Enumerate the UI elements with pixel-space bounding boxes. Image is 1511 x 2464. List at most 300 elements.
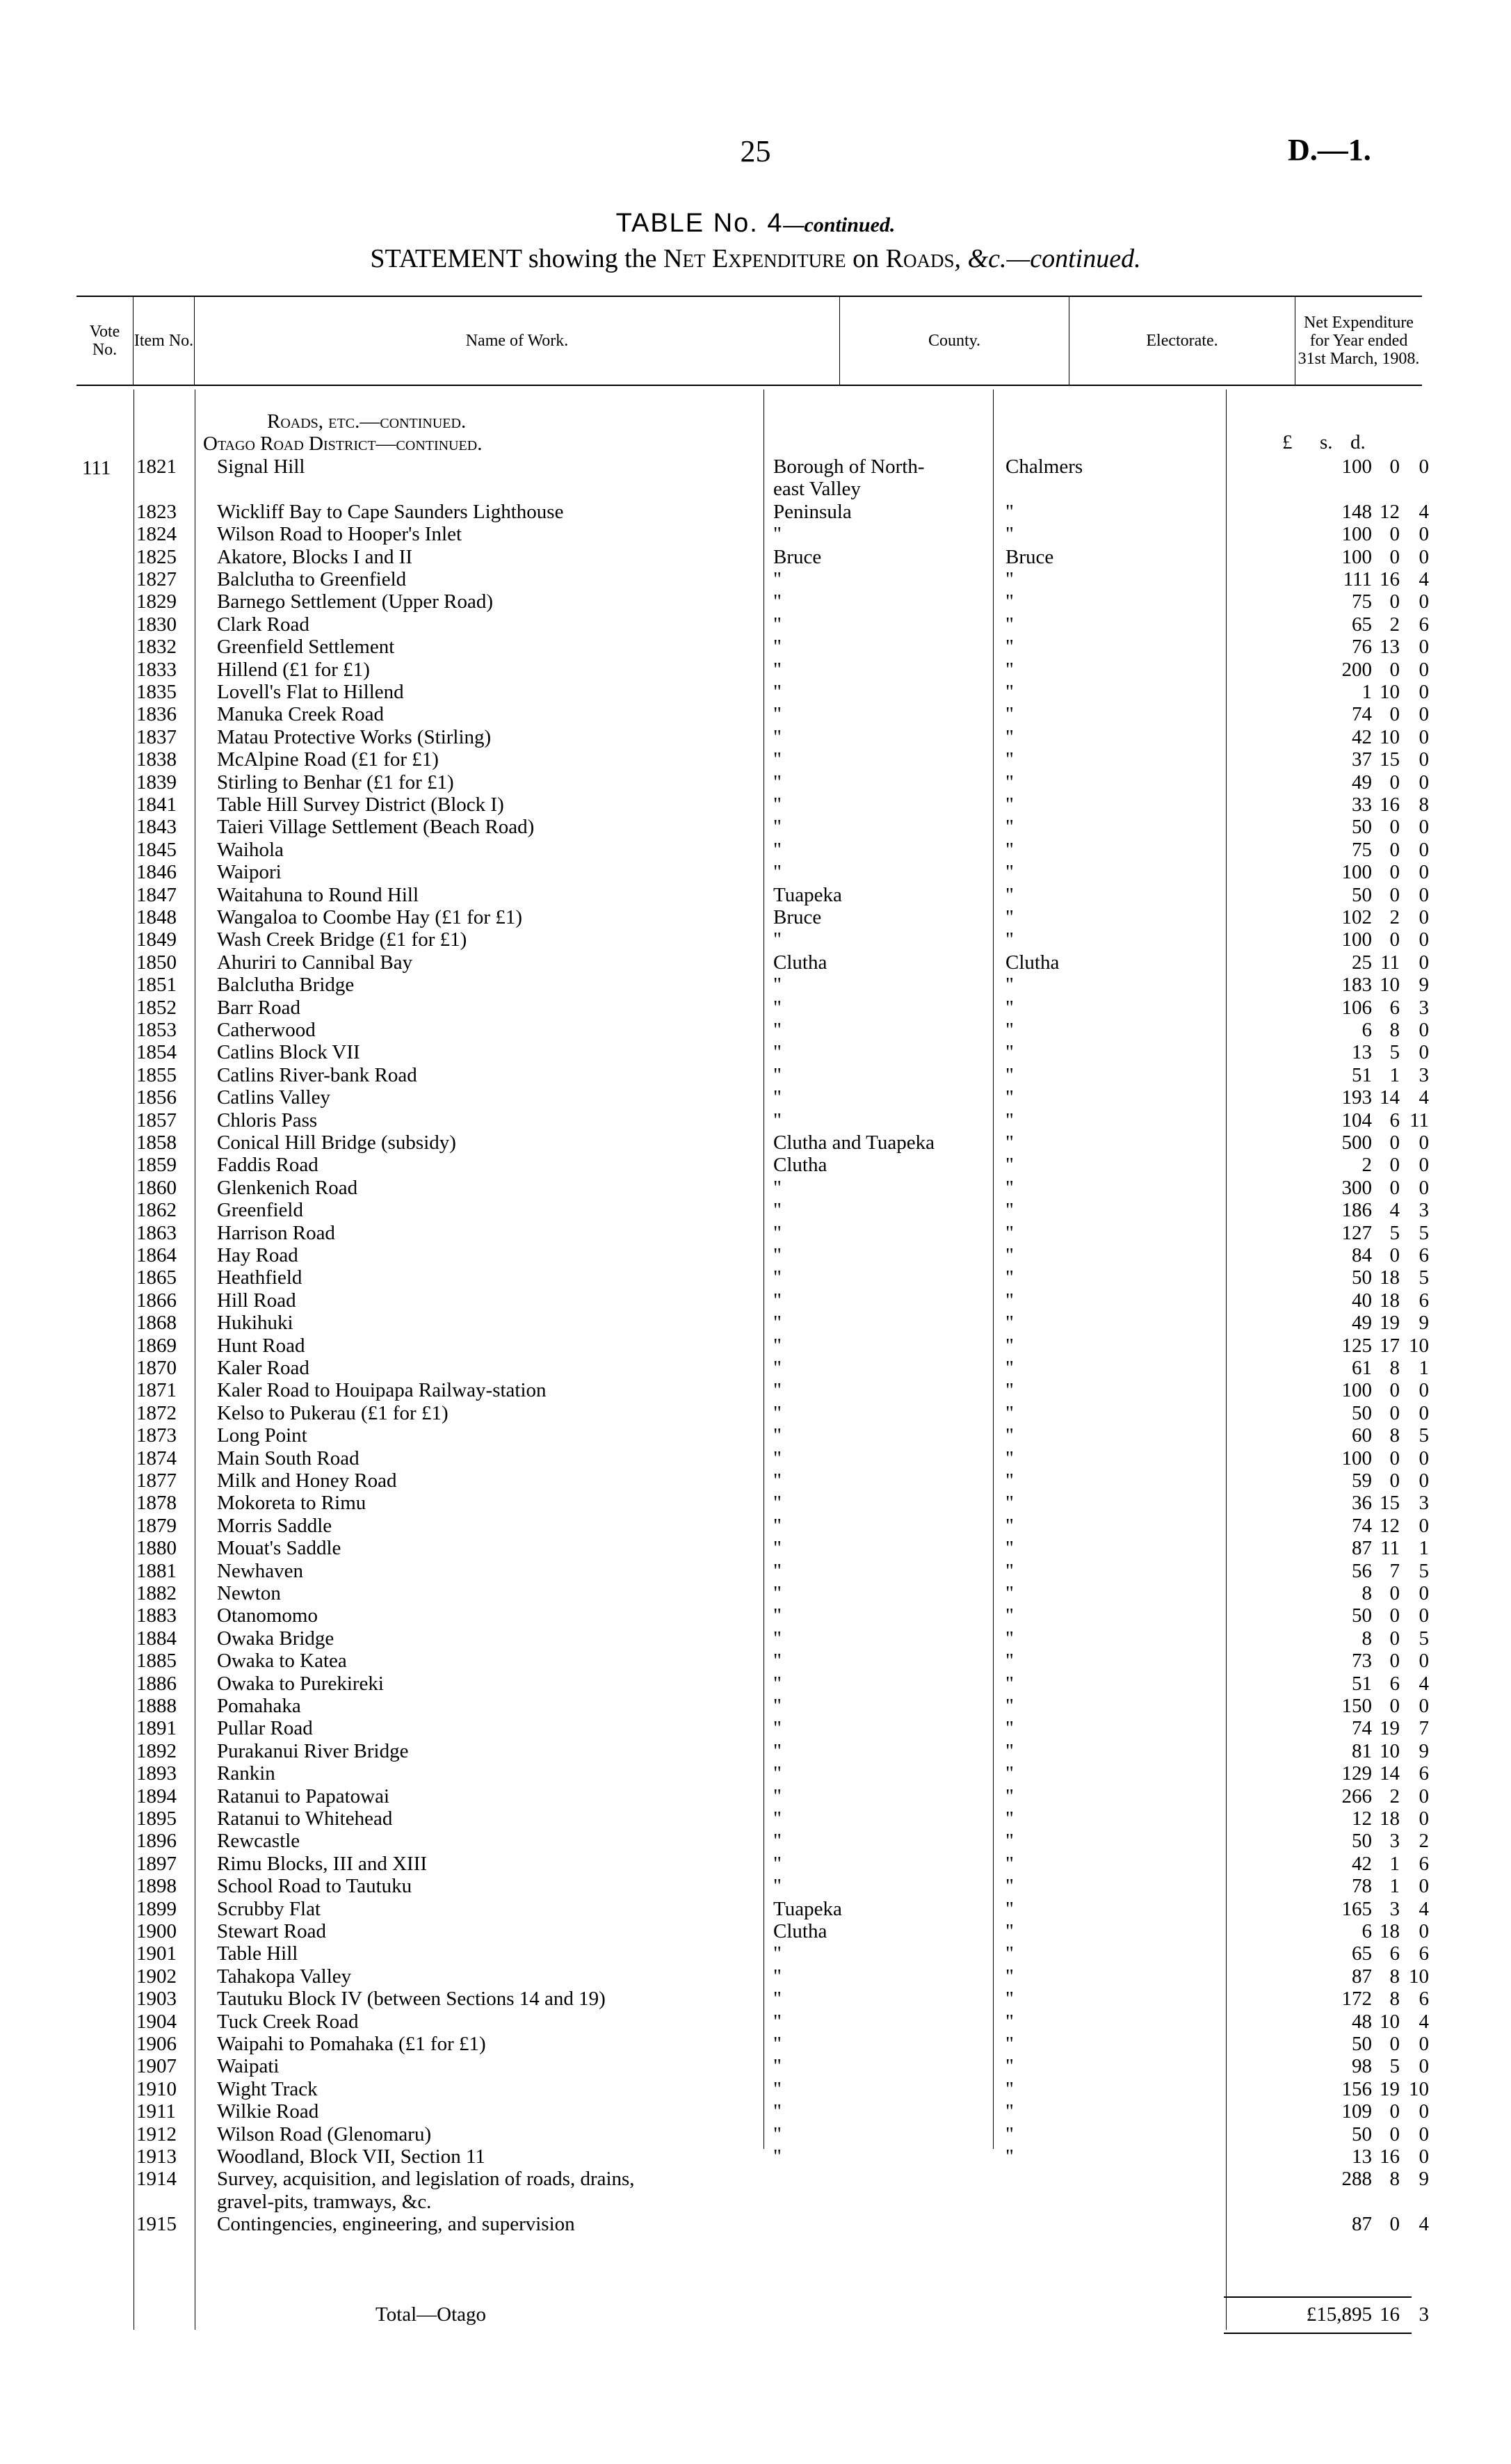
item-number: 1830 — [136, 613, 177, 636]
header-county: County. — [840, 297, 1069, 385]
amount-shillings: 16 — [1380, 794, 1400, 816]
amount-pence: 0 — [1419, 2033, 1429, 2055]
amount-shillings: 0 — [1389, 771, 1400, 794]
table-row — [0, 1266, 1511, 1289]
county: " — [773, 1762, 782, 1785]
amount-pence: 0 — [1419, 1695, 1429, 1717]
work-name: Conical Hill Bridge (subsidy) — [217, 1132, 456, 1154]
table-row — [0, 523, 1511, 545]
electorate: " — [1005, 2055, 1014, 2078]
electorate: " — [1005, 974, 1014, 997]
amount-shillings: 1 — [1389, 1875, 1400, 1898]
table-row — [0, 568, 1511, 590]
item-number: 1901 — [136, 1942, 177, 1965]
amount-pounds: 60 — [1352, 1424, 1372, 1447]
work-name: Catherwood — [217, 1019, 316, 1041]
item-number: 1854 — [136, 1041, 177, 1064]
table-row — [0, 1830, 1511, 1852]
amount-shillings: 0 — [1389, 2123, 1400, 2145]
amount-pounds: 75 — [1352, 838, 1372, 861]
amount-pence: 0 — [1419, 861, 1429, 884]
county: " — [773, 590, 782, 613]
amount-shillings: 16 — [1380, 568, 1400, 590]
amount-pence: 0 — [1419, 523, 1429, 546]
amount-pence: 4 — [1419, 1086, 1429, 1109]
amount-pence: 0 — [1419, 1132, 1429, 1154]
amount-shillings: 14 — [1380, 1762, 1400, 1785]
county: " — [773, 568, 782, 590]
header-name-of-work: Name of Work. — [195, 297, 840, 385]
amount-pence: 7 — [1419, 1717, 1429, 1740]
amount-shillings: 0 — [1389, 1604, 1400, 1627]
amount-pence: 1 — [1419, 1357, 1429, 1379]
table-row — [0, 884, 1511, 906]
item-number: 1823 — [136, 500, 177, 523]
header-net-expenditure: Net Expenditure for Year ended 31st March, 1908. — [1298, 314, 1420, 368]
amount-pounds: 165 — [1341, 1897, 1372, 1920]
amount-shillings: 0 — [1389, 456, 1400, 478]
work-name: gravel-pits, tramways, &c. — [217, 2190, 432, 2213]
total-rule — [1224, 2296, 1412, 2298]
work-name: Rankin — [217, 1762, 275, 1785]
amount-pounds: 74 — [1352, 1717, 1372, 1740]
work-name: Owaka to Purekireki — [217, 1672, 384, 1695]
amount-pence: 4 — [1419, 2213, 1429, 2236]
work-name: Newton — [217, 1582, 281, 1604]
amount-pounds: 50 — [1352, 1266, 1372, 1289]
item-number: 1873 — [136, 1424, 177, 1447]
electorate: " — [1005, 1762, 1014, 1785]
work-name: Hay Road — [217, 1244, 298, 1266]
amount-shillings: 15 — [1380, 748, 1400, 771]
county: " — [773, 1807, 782, 1830]
table-row — [0, 1627, 1511, 1650]
table-row — [0, 1177, 1511, 1199]
amount-shillings: 0 — [1389, 1627, 1400, 1650]
work-name: Signal Hill — [217, 456, 305, 478]
amount-pounds: 102 — [1341, 906, 1372, 928]
table-row — [0, 2100, 1511, 2123]
header-electorate: Electorate. — [1069, 297, 1295, 385]
table-row — [0, 1920, 1511, 1942]
table-row — [0, 906, 1511, 928]
electorate: " — [1005, 1965, 1014, 1988]
statement-net-expenditure: Net Expenditure — [663, 244, 846, 273]
work-name: Stirling to Benhar (£1 for £1) — [217, 771, 454, 794]
work-name: Akatore, Blocks I and II — [217, 545, 413, 568]
electorate: " — [1005, 1942, 1014, 1965]
work-name: Kaler Road to Houipapa Railway-station — [217, 1379, 547, 1402]
electorate: " — [1005, 996, 1014, 1019]
item-number: 1896 — [136, 1830, 177, 1853]
county: " — [773, 816, 782, 839]
total-pounds: £15,895 — [1306, 2303, 1372, 2326]
amount-pounds: 49 — [1352, 1312, 1372, 1335]
amount-pence: 0 — [1419, 883, 1429, 906]
item-number: 1848 — [136, 906, 177, 928]
county: Tuapeka — [773, 1897, 842, 1920]
amount-pounds: 51 — [1352, 1672, 1372, 1695]
work-name: Pullar Road — [217, 1717, 313, 1740]
item-number: 1841 — [136, 794, 177, 816]
section-heading-district — [203, 433, 482, 456]
item-number: 1833 — [136, 658, 177, 681]
amount-pounds: 98 — [1352, 2055, 1372, 2078]
item-number: 1859 — [136, 1154, 177, 1177]
item-number: 1821 — [136, 456, 177, 478]
work-name: Waipahi to Pomahaka (£1 for £1) — [217, 2033, 486, 2055]
county: " — [773, 974, 782, 997]
amount-pounds: 25 — [1352, 951, 1372, 974]
electorate: " — [1005, 1334, 1014, 1357]
electorate: " — [1005, 1807, 1014, 1830]
amount-pounds: 50 — [1352, 816, 1372, 839]
county: " — [773, 1379, 782, 1402]
item-number: 1886 — [136, 1672, 177, 1695]
table-row — [0, 1988, 1511, 2010]
electorate: " — [1005, 1109, 1014, 1132]
table-row — [0, 1132, 1511, 1154]
amount-pence: 0 — [1419, 1447, 1429, 1469]
table-row — [0, 1335, 1511, 1357]
amount-shillings: 18 — [1380, 1807, 1400, 1830]
item-number: 1866 — [136, 1289, 177, 1312]
table-row — [0, 1898, 1511, 1920]
table-row — [0, 1424, 1511, 1447]
amount-shillings: 1 — [1389, 1852, 1400, 1875]
item-number: 1904 — [136, 2010, 177, 2033]
electorate: " — [1005, 1650, 1014, 1673]
total-double-rule — [1224, 2333, 1412, 2334]
statement-on: on — [846, 244, 886, 273]
work-name: Wickliff Bay to Cape Saunders Lighthouse — [217, 500, 564, 523]
work-name: Clark Road — [217, 613, 309, 636]
table-row — [0, 2123, 1511, 2145]
amount-pence: 10 — [1409, 2077, 1429, 2100]
county: " — [773, 2077, 782, 2100]
amount-pence: 5 — [1419, 1559, 1429, 1582]
electorate: " — [1005, 1672, 1014, 1695]
amount-pounds: 78 — [1352, 1875, 1372, 1898]
amount-pounds: 13 — [1352, 2145, 1372, 2168]
amount-pounds: 100 — [1341, 928, 1372, 951]
county: " — [773, 838, 782, 861]
item-number: 1872 — [136, 1401, 177, 1424]
work-name: Wight Track — [217, 2077, 318, 2100]
statement-tail: , &c.—continued. — [954, 244, 1141, 273]
amount-shillings: 1 — [1389, 1063, 1400, 1086]
work-name: Purakanui River Bridge — [217, 1739, 409, 1762]
amount-shillings: 0 — [1389, 590, 1400, 613]
item-number: 1836 — [136, 703, 177, 726]
table-row — [0, 794, 1511, 816]
amount-pence: 0 — [1419, 725, 1429, 748]
county: " — [773, 1447, 782, 1469]
table-row — [0, 1064, 1511, 1086]
table-row — [0, 501, 1511, 523]
work-name: Lovell's Flat to Hillend — [217, 681, 404, 703]
table-row — [0, 839, 1511, 861]
amount-shillings: 17 — [1380, 1334, 1400, 1357]
table-title-continued: —continued. — [783, 214, 896, 236]
electorate: " — [1005, 1537, 1014, 1560]
amount-pence: 0 — [1419, 545, 1429, 568]
electorate: " — [1005, 725, 1014, 748]
electorate: " — [1005, 2033, 1014, 2055]
amount-shillings: 6 — [1389, 1672, 1400, 1695]
amount-pounds: 106 — [1341, 996, 1372, 1019]
item-number: 1838 — [136, 748, 177, 771]
county: " — [773, 1492, 782, 1515]
county: " — [773, 1627, 782, 1650]
table-row — [0, 1109, 1511, 1132]
table-row — [0, 2055, 1511, 2077]
work-name: Ratanui to Whitehead — [217, 1807, 393, 1830]
item-number: 1915 — [136, 2213, 177, 2236]
table-row — [0, 546, 1511, 568]
amount-pence: 0 — [1419, 590, 1429, 613]
county: " — [773, 1514, 782, 1537]
item-number: 1912 — [136, 2123, 177, 2145]
item-number: 1839 — [136, 771, 177, 794]
work-name: Taieri Village Settlement (Beach Road) — [217, 816, 535, 839]
amount-pounds: 40 — [1352, 1289, 1372, 1312]
amount-pence: 6 — [1419, 1289, 1429, 1312]
work-name: Rewcastle — [217, 1830, 300, 1853]
pound-heading: £ — [1282, 431, 1293, 453]
electorate: " — [1005, 523, 1014, 546]
amount-pence: 0 — [1419, 1469, 1429, 1492]
item-number: 1880 — [136, 1537, 177, 1560]
amount-pounds: 100 — [1341, 1447, 1372, 1469]
amount-shillings: 11 — [1380, 1537, 1400, 1560]
amount-pence: 0 — [1419, 748, 1429, 771]
electorate: " — [1005, 1312, 1014, 1335]
electorate: " — [1005, 1132, 1014, 1154]
item-number: 1852 — [136, 996, 177, 1019]
amount-pence: 6 — [1419, 1942, 1429, 1965]
table-row — [0, 951, 1511, 974]
county: " — [773, 1312, 782, 1335]
electorate: " — [1005, 1875, 1014, 1898]
county: " — [773, 1717, 782, 1740]
amount-shillings: 0 — [1389, 1379, 1400, 1402]
amount-shillings: 4 — [1389, 1199, 1400, 1222]
amount-pounds: 65 — [1352, 613, 1372, 636]
amount-pounds: 33 — [1352, 794, 1372, 816]
amount-pounds: 48 — [1352, 2010, 1372, 2033]
electorate: " — [1005, 1852, 1014, 1875]
amount-shillings: 10 — [1380, 725, 1400, 748]
amount-pounds: 61 — [1352, 1357, 1372, 1379]
electorate: " — [1005, 1492, 1014, 1515]
amount-pence: 6 — [1419, 1244, 1429, 1266]
electorate: " — [1005, 794, 1014, 816]
amount-pounds: 288 — [1341, 2168, 1372, 2191]
work-name: Tautuku Block IV (between Sections 14 and 19) — [217, 1988, 606, 2011]
electorate: " — [1005, 681, 1014, 703]
amount-pounds: 87 — [1352, 1965, 1372, 1988]
work-name: Woodland, Block VII, Section 11 — [217, 2145, 485, 2168]
work-name: Glenkenich Road — [217, 1176, 358, 1199]
county: " — [773, 1041, 782, 1064]
amount-pounds: 56 — [1352, 1559, 1372, 1582]
amount-shillings: 2 — [1389, 906, 1400, 928]
work-name: Tuck Creek Road — [217, 2010, 359, 2033]
amount-shillings: 0 — [1389, 816, 1400, 839]
amount-pounds: 50 — [1352, 1401, 1372, 1424]
electorate: " — [1005, 1604, 1014, 1627]
item-number: 1891 — [136, 1717, 177, 1740]
table-row — [0, 1086, 1511, 1109]
electorate: " — [1005, 2123, 1014, 2145]
amount-pounds: 8 — [1361, 1627, 1372, 1650]
amount-shillings: 19 — [1380, 1717, 1400, 1740]
amount-shillings: 0 — [1389, 1469, 1400, 1492]
amount-pence: 0 — [1419, 816, 1429, 839]
amount-pounds: 37 — [1352, 748, 1372, 771]
amount-pence: 0 — [1419, 906, 1429, 928]
item-number: 1829 — [136, 590, 177, 613]
county: " — [773, 1785, 782, 1807]
item-number: 1898 — [136, 1875, 177, 1898]
amount-shillings: 8 — [1389, 2168, 1400, 2191]
electorate: " — [1005, 928, 1014, 951]
item-number: 1883 — [136, 1604, 177, 1627]
table-row — [0, 1469, 1511, 1492]
amount-pounds: 156 — [1341, 2077, 1372, 2100]
amount-pounds: 266 — [1341, 1785, 1372, 1807]
county: " — [773, 1244, 782, 1266]
item-number: 1878 — [136, 1492, 177, 1515]
table-row — [0, 816, 1511, 838]
county: " — [773, 771, 782, 794]
county: " — [773, 1830, 782, 1853]
electorate: " — [1005, 748, 1014, 771]
amount-pounds: 100 — [1341, 545, 1372, 568]
table-row — [0, 2078, 1511, 2100]
item-number: 1869 — [136, 1334, 177, 1357]
county: " — [773, 996, 782, 1019]
work-name: Matau Protective Works (Stirling) — [217, 725, 492, 748]
work-name: Stewart Road — [217, 1920, 327, 1942]
electorate: " — [1005, 1785, 1014, 1807]
amount-pounds: 125 — [1341, 1334, 1372, 1357]
table-row — [0, 1650, 1511, 1672]
item-number: 1832 — [136, 636, 177, 659]
electorate: " — [1005, 861, 1014, 884]
county: " — [773, 1019, 782, 1041]
table-row — [0, 1717, 1511, 1739]
county: " — [773, 2145, 782, 2168]
amount-shillings: 15 — [1380, 1492, 1400, 1515]
electorate: " — [1005, 1019, 1014, 1041]
total-shillings: 16 — [1380, 2303, 1400, 2326]
amount-shillings: 12 — [1380, 500, 1400, 523]
item-number: 1853 — [136, 1019, 177, 1041]
amount-pounds: 6 — [1361, 1019, 1372, 1041]
amount-shillings: 10 — [1380, 681, 1400, 703]
county: " — [773, 2123, 782, 2145]
amount-pounds: 84 — [1352, 1244, 1372, 1266]
work-name: Faddis Road — [217, 1154, 318, 1177]
item-number: 1903 — [136, 1988, 177, 2011]
pence-heading: d. — [1350, 431, 1366, 453]
work-name: Contingencies, engineering, and supervision — [217, 2213, 575, 2236]
document-reference: D.—1. — [1288, 133, 1371, 167]
amount-pounds: 50 — [1352, 2033, 1372, 2055]
amount-pounds: 73 — [1352, 1650, 1372, 1673]
amount-shillings: 0 — [1389, 1582, 1400, 1604]
amount-pence: 0 — [1419, 658, 1429, 681]
item-number: 1914 — [136, 2168, 177, 2191]
amount-pence: 0 — [1419, 1807, 1429, 1830]
amount-pounds: 65 — [1352, 1942, 1372, 1965]
amount-shillings: 0 — [1389, 1695, 1400, 1717]
amount-pence: 0 — [1419, 456, 1429, 478]
amount-pence: 9 — [1419, 1312, 1429, 1335]
amount-pence: 9 — [1419, 2168, 1429, 2191]
amount-pence: 9 — [1419, 1739, 1429, 1762]
electorate: " — [1005, 883, 1014, 906]
amount-shillings: 0 — [1389, 1132, 1400, 1154]
table-row — [0, 636, 1511, 658]
county: " — [773, 523, 782, 546]
amount-pence: 0 — [1419, 951, 1429, 974]
amount-pence: 0 — [1419, 771, 1429, 794]
section-roads-text: Roads, etc.—continued. — [267, 410, 467, 433]
county: " — [773, 1672, 782, 1695]
amount-shillings: 5 — [1389, 1041, 1400, 1064]
table-row — [0, 1604, 1511, 1627]
county: " — [773, 703, 782, 726]
amount-pounds: 172 — [1341, 1988, 1372, 2011]
table-row — [0, 726, 1511, 748]
item-number: 1899 — [136, 1897, 177, 1920]
item-number: 1882 — [136, 1582, 177, 1604]
electorate: " — [1005, 838, 1014, 861]
work-name: Chloris Pass — [217, 1109, 318, 1132]
county: " — [773, 1965, 782, 1988]
work-name: Waitahuna to Round Hill — [217, 883, 419, 906]
work-name: Waipori — [217, 861, 282, 884]
electorate: " — [1005, 2010, 1014, 2033]
county: " — [773, 1424, 782, 1447]
county: Bruce — [773, 906, 822, 928]
amount-shillings: 12 — [1380, 1514, 1400, 1537]
table-row — [0, 2145, 1511, 2168]
amount-pence: 10 — [1409, 1965, 1429, 1988]
item-number: 1881 — [136, 1559, 177, 1582]
item-number: 1863 — [136, 1221, 177, 1244]
amount-pounds: 100 — [1341, 861, 1372, 884]
amount-pence: 4 — [1419, 500, 1429, 523]
table-row — [0, 1357, 1511, 1379]
section-district-text: Otago Road District—continued. — [203, 433, 483, 455]
county: " — [773, 1334, 782, 1357]
electorate: " — [1005, 2077, 1014, 2100]
work-name: Wilkie Road — [217, 2100, 319, 2123]
work-name: Wilson Road to Hooper's Inlet — [217, 523, 462, 546]
amount-pence: 0 — [1419, 1514, 1429, 1537]
work-name: Wilson Road (Glenomaru) — [217, 2123, 432, 2145]
amount-pounds: 8 — [1361, 1582, 1372, 1604]
electorate: " — [1005, 1695, 1014, 1717]
work-name: Tahakopa Valley — [217, 1965, 352, 1988]
work-name: Newhaven — [217, 1559, 304, 1582]
county: " — [773, 1086, 782, 1109]
work-name: Table Hill Survey District (Block I) — [217, 794, 504, 816]
